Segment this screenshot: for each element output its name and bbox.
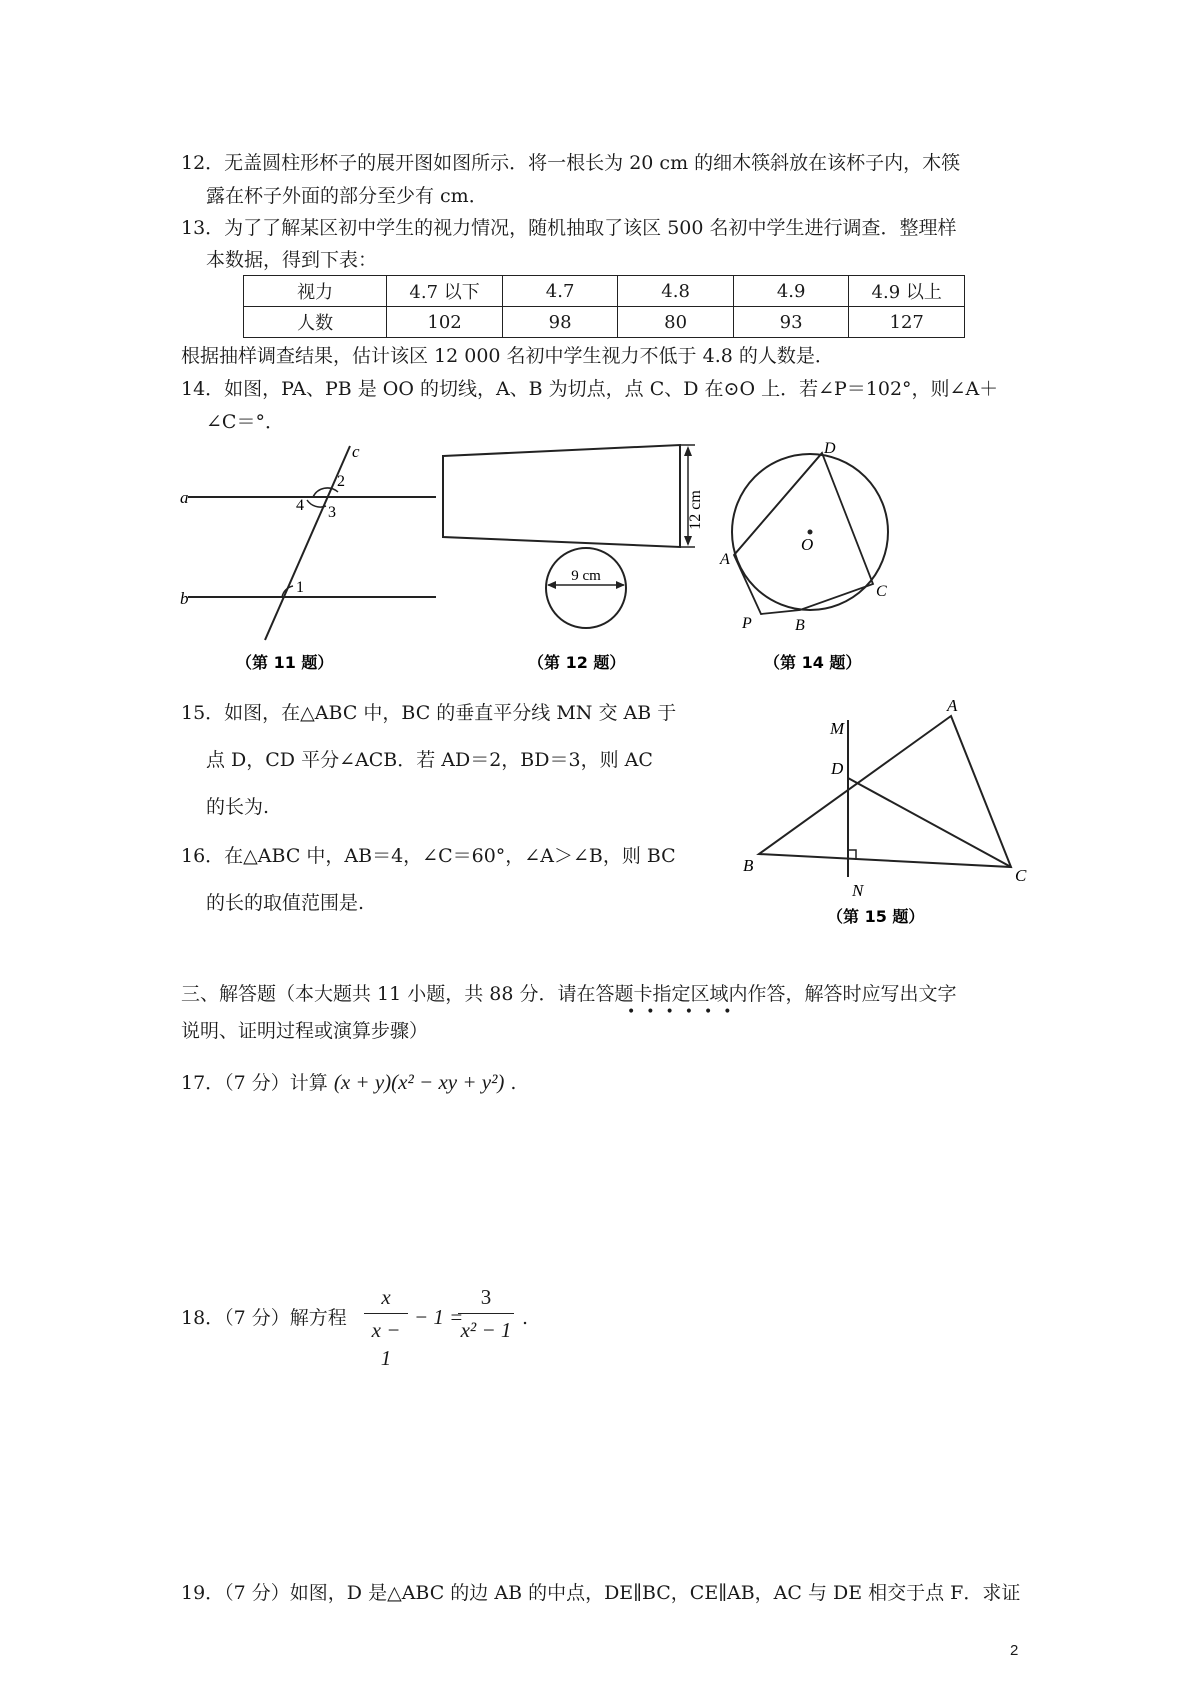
fig12-caption: （第 12 题）: [528, 653, 626, 672]
table-cell: 4.7: [502, 276, 618, 307]
table-row: [244, 276, 965, 307]
q13-line1: 13．为了了解某区初中学生的视力情况，随机抽取了该区 500 名初中学生进行调查．整理样: [181, 217, 957, 239]
table-cell: 4.7 以下: [387, 276, 503, 307]
table-cell: 102: [387, 307, 503, 338]
label-P: P: [742, 615, 752, 632]
label-O: O: [801, 535, 814, 554]
label-1: 1: [296, 579, 304, 596]
q15-line2: 点 D，CD 平分∠ACB．若 AD＝2，BD＝3，则 AC: [206, 749, 653, 771]
q17-formula: (x + y)(x² − xy + y²): [333, 1070, 505, 1094]
q16-line1: 16．在△ABC 中，AB＝4，∠C＝60°，∠A＞∠B，则 BC: [181, 845, 676, 867]
table-cell: 98: [502, 307, 618, 338]
label-B: B: [795, 617, 805, 634]
q18-frac2: [458, 1283, 514, 1344]
label-3: 3: [328, 504, 336, 521]
table-cell: 80: [618, 307, 734, 338]
frac2-numerator: 3: [480, 1285, 492, 1309]
q13-line3: 根据抽样调查结果，估计该区 12 000 名初中学生视力不低于 4.8 的人数是．: [181, 345, 834, 367]
center-point: [808, 530, 813, 535]
label-C: C: [876, 583, 887, 600]
q18-prefix: 18．（7 分）解方程: [181, 1307, 347, 1329]
fig14-caption: （第 14 题）: [764, 653, 862, 672]
segment-cd: [848, 778, 1011, 867]
label-A: A: [947, 696, 958, 715]
q17-suffix: .: [510, 1072, 517, 1094]
q15-line1: 15．如图，在△ABC 中，BC 的垂直平分线 MN 交 AB 于: [181, 702, 677, 724]
q15-line3: 的长为.: [206, 796, 270, 818]
cup-side-rect: [443, 445, 680, 547]
label-2: 2: [337, 473, 345, 490]
triangle-abc: [759, 716, 1011, 867]
frac1-numerator: x: [381, 1285, 391, 1309]
q18-suffix: .: [522, 1307, 529, 1329]
section3-line2: 说明、证明过程或演算步骤）: [181, 1020, 429, 1042]
cup-base-circle: [546, 548, 626, 628]
table-cell: 4.9: [733, 276, 849, 307]
q17-prefix: 17．（7 分）计算: [181, 1072, 328, 1094]
diameter-label: 9 cm: [571, 568, 601, 584]
q18-middle: − 1 =: [414, 1305, 464, 1329]
q13-line2: 本数据，得到下表：: [206, 249, 378, 271]
vision-table: [243, 275, 965, 338]
figure-11: [180, 440, 440, 680]
emphasis-dots: ••••••: [627, 1004, 743, 1020]
fig11-caption: （第 11 题）: [236, 653, 334, 672]
label-D: D: [824, 440, 836, 457]
label-a: a: [180, 488, 189, 507]
q16-line2: 的长的取值范围是.: [206, 892, 365, 914]
frac2-denominator: x² − 1: [460, 1318, 512, 1342]
q17: [181, 1069, 516, 1096]
label-4: 4: [296, 497, 304, 514]
fig15-caption: （第 15 题）: [827, 907, 925, 926]
figure-12: [438, 440, 720, 680]
table-cell: 4.8: [618, 276, 734, 307]
q14-line2: ∠C＝°．: [206, 411, 284, 433]
q12-line2: 露在杯子外面的部分至少有 cm．: [206, 185, 488, 207]
label-D: D: [831, 759, 844, 778]
table-cell: 视力: [244, 276, 387, 307]
q12-line1: 12．无盖圆柱形杯子的展开图如图所示．将一根长为 20 cm 的细木筷斜放在该杯子内，木筷: [181, 152, 961, 174]
label-B: B: [743, 856, 754, 875]
height-label: 12 cm: [687, 490, 704, 530]
table-cell: 4.9 以上: [849, 276, 965, 307]
table-cell: 127: [849, 307, 965, 338]
q18-frac1: [364, 1283, 408, 1372]
table-cell: 人数: [244, 307, 387, 338]
page-number: 2: [1010, 1642, 1019, 1659]
label-C: C: [1015, 866, 1027, 885]
angle-2-arc: [313, 488, 338, 497]
table-row: [244, 307, 965, 338]
frac2-bar: [458, 1313, 514, 1314]
section3-line1: 三、解答题（本大题共 11 小题，共 88 分．请在答题卡指定区域内作答，解答时应写出文字: [181, 983, 957, 1005]
figure-14: [718, 440, 898, 680]
figure-15: [735, 690, 1025, 935]
frac1-bar: [364, 1313, 408, 1314]
table-cell: 93: [733, 307, 849, 338]
label-N: N: [852, 881, 864, 900]
frac1-denominator: x − 1: [371, 1318, 401, 1370]
label-b: b: [180, 589, 189, 608]
label-A: A: [720, 551, 730, 568]
q19-line1: 19．（7 分）如图，D 是△ABC 的边 AB 的中点，DE∥BC，CE∥AB，AC 与 DE 相交于点 F．求证: [181, 1582, 1021, 1604]
q14-line1: 14．如图，PA、PB 是 OO 的切线，A、B 为切点，点 C、D 在⊙O 上．若∠P＝102°，则∠A＋: [181, 378, 999, 400]
label-c: c: [352, 442, 360, 461]
label-M: M: [830, 719, 845, 738]
